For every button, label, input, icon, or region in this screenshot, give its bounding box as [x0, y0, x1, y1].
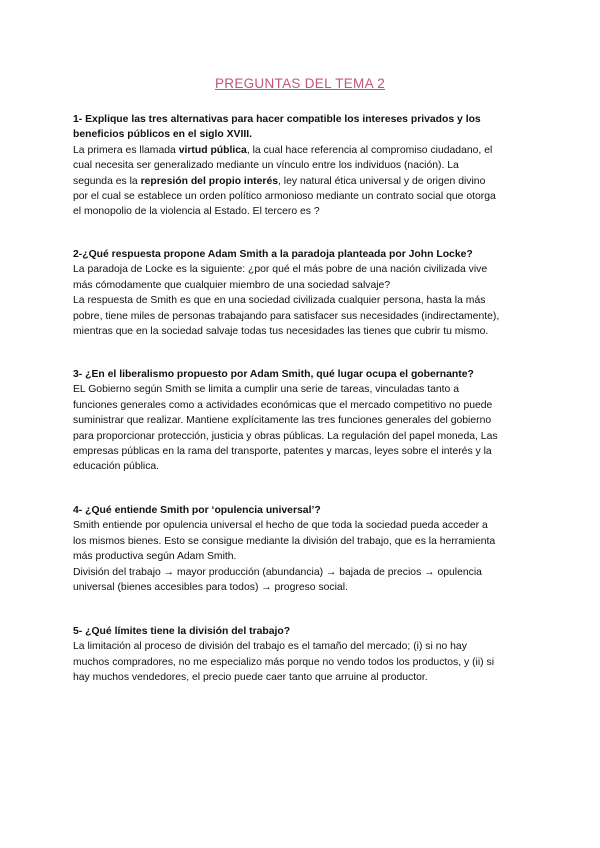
question-4-section: [73, 503, 533, 595]
term-represion-interes: represión del propio interés: [140, 175, 279, 187]
answer-4-line-1: Smith entiende por opulencia universal el hecho de que toda la sociedad pueda acceder a: [73, 520, 488, 532]
answer-1-line-3: segunda es la represión del propio interés, ley natural ética universal y de origen divino: [73, 175, 486, 187]
question-4-heading: 4- ¿Qué entiende Smith por ‘opulencia universal’?: [73, 505, 321, 516]
answer-3-line-4: para proporcionar protección, justicia y obras públicas. La regulación del papel moneda, Las: [73, 430, 498, 442]
answer-3-line-5: empresas públicas en la rama del transporte, patentes y marcas, leyes sobre el interés y la: [73, 446, 492, 458]
answer-5-line-2: muchos compradores, no me especializo más porque no vendo todos los productos, y (ii) si: [73, 656, 495, 668]
answer-1-line-2: cual necesita ser generalizado mediante un vínculo entre los individuos (nación). La: [73, 160, 459, 172]
answer-2-line-2: más cómodamente que cualquier miembro de una sociedad salvaje?: [73, 279, 391, 291]
answer-2-line-5: mientras que en la sociedad salvaje todas tus necesidades las tienes que cubrir tu mismo.: [73, 326, 489, 338]
answer-4-line-5: universal (bienes accesibles para todos) → progreso social.: [73, 582, 348, 594]
question-3-section: [73, 367, 533, 475]
answer-4-line-3: más productiva según Adam Smith.: [73, 551, 237, 563]
answer-4-line-2: los mismos bienes. Esto se consigue mediante la división del trabajo, que es la herramienta: [73, 535, 496, 547]
answer-2-line-3: La respuesta de Smith es que en una sociedad civilizada cualquier persona, hasta la más: [73, 295, 486, 307]
question-1-heading-line-1: 1- Explique las tres alternativas para hacer compatible los intereses privados y los: [73, 114, 481, 125]
answer-2-line-1: La paradoja de Locke es la siguiente: ¿por qué el más pobre de una nación civilizada vive: [73, 264, 488, 276]
answer-5-line-1: La limitación al proceso de división del trabajo es el tamaño del mercado; (i) si no hay: [73, 641, 467, 653]
page-title: PREGUNTAS DEL TEMA 2: [214, 76, 386, 91]
question-2-section: [73, 247, 533, 339]
answer-4-line-4: División del trabajo → mayor producción (abundancia) → bajada de precios → opulencia: [73, 566, 482, 578]
question-1-heading-line-2: beneficios públicos en el siglo XVIII.: [73, 129, 252, 141]
answer-1-line-1: La primera es llamada virtud pública, la cual hace referencia al compromiso ciudadano, el: [73, 144, 493, 156]
question-3-heading: 3- ¿En el liberalismo propuesto por Adam Smith, qué lugar ocupa el gobernante?: [73, 369, 474, 380]
question-5-heading: 5- ¿Qué límites tiene la división del trabajo?: [73, 626, 291, 637]
question-1-section: [73, 112, 533, 220]
question-2-heading: 2-¿Qué respuesta propone Adam Smith a la paradoja planteada por John Locke?: [73, 249, 473, 260]
answer-3-line-2: funciones generales como a actividades económicas que el mercado competitivo no puede: [73, 399, 493, 411]
answer-2-line-4: pobre, tiene miles de personas trabajando para satisfacer sus necesidades (indirectamente),: [73, 310, 500, 322]
answer-1-line-4: por el cual se establece un orden político armonioso mediante un contrato social que otorga: [73, 191, 496, 203]
answer-3-line-3: suministrar que realizar. Mantiene explícitamente las tres funciones generales del gobierno: [73, 415, 492, 427]
question-5-section: [73, 624, 533, 686]
answer-1-line-5: el monopolio de la violencia al Estado. El tercero es ?: [73, 206, 320, 218]
answer-5-line-3: hay muchos vendedores, el precio puede caer tanto que arruine al productor.: [73, 672, 428, 684]
answer-3-line-1: EL Gobierno según Smith se limita a cumplir una serie de tareas, vinculadas tanto a: [73, 384, 460, 396]
term-virtud-publica: virtud pública: [178, 144, 247, 156]
answer-3-line-6: educación pública.: [73, 461, 160, 473]
